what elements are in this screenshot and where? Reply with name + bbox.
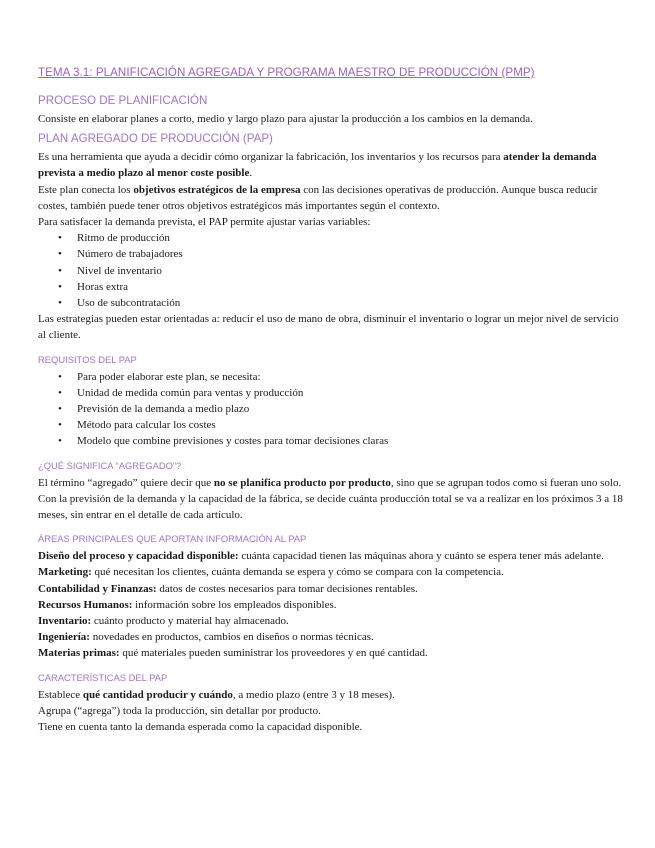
area-item: Recursos Humanos: información sobre los empleados disponibles.: [38, 598, 337, 611]
area-item: Materias primas: qué materiales pueden suministrar los proveedores y en qué cantidad.: [38, 647, 428, 660]
pap-variables-list: [38, 230, 623, 311]
area-item: Contabilidad y Finanzas: datos de costes necesarios para tomar decisiones rentables.: [38, 582, 418, 595]
list-item: • Método para calcular los costes: [38, 417, 623, 433]
list-item: • Horas extra: [38, 279, 623, 295]
section-heading-agregado: ¿QUÉ SIGNIFICA “AGREGADO”?: [38, 459, 182, 471]
section-heading-pap: PLAN AGREGADO DE PRODUCCIÓN (PAP): [38, 132, 273, 146]
caracteristicas-paragraph-1: Establece qué cantidad producir y cuándo, a medio plazo (entre 3 y 18 meses).: [38, 688, 395, 701]
list-item: • Ritmo de producción: [38, 230, 623, 246]
area-item: Diseño del proceso y capacidad disponible: cuánta capacidad tienen las máquinas ahora y cuánto se espera tener más adelante.: [38, 550, 604, 563]
list-item: • Número de trabajadores: [38, 246, 623, 262]
agregado-paragraph-1: El término “agregado” quiere decir que no se planifica producto por producto, sino que se agrupan todos como si fueran uno solo.: [38, 476, 622, 489]
bullet-icon: •: [58, 370, 62, 383]
area-item: Ingeniería: novedades en productos, cambios en diseños o normas técnicas.: [38, 631, 374, 644]
section-heading-areas: ÁREAS PRINCIPALES QUE APORTAN INFORMACIÓN AL PAP: [38, 533, 307, 545]
pap-paragraph-3: Para satisfacer la demanda prevista, el PAP permite ajustar varias variables:: [38, 216, 371, 229]
bullet-icon: •: [58, 297, 62, 310]
document-page: [38, 60, 623, 735]
list-item: • Previsión de la demanda a medio plazo: [38, 401, 623, 417]
bullet-icon: •: [58, 232, 62, 245]
bullet-icon: •: [58, 386, 62, 399]
caracteristicas-paragraph-3: Tiene en cuenta tanto la demanda esperada como la capacidad disponible.: [38, 721, 363, 734]
pap-paragraph-1: Es una herramienta que ayuda a decidir cómo organizar la fabricación, los inventarios y los recursos para atender la demanda prevista a medio plazo al menor coste posible.: [38, 151, 597, 180]
bullet-icon: •: [58, 280, 62, 293]
list-item: • Unidad de medida común para ventas y producción: [38, 385, 623, 401]
pap-paragraph-4: Las estrategias pueden estar orientadas a: reducir el uso de mano de obra, disminuir el inventario o lograr un mejor nivel de servicio al cliente.: [38, 313, 619, 342]
bullet-icon: •: [58, 403, 62, 416]
section-heading-caracteristicas: CARACTERÍSTICAS DEL PAP: [38, 671, 168, 683]
document-title: TEMA 3.1: PLANIFICACIÓN AGREGADA Y PROGRAMA MAESTRO DE PRODUCCIÓN (PMP): [38, 66, 535, 79]
pap-paragraph-2: Este plan conecta los objetivos estratégicos de la empresa con las decisiones operativas de producción. Aunque busca reducir costes, también puede tener otros objetivos estratégicos más importantes según el contexto.: [38, 183, 598, 212]
bullet-icon: •: [58, 435, 62, 448]
section-heading-proceso: PROCESO DE PLANIFICACIÓN: [38, 94, 208, 107]
requisitos-list: [38, 369, 623, 450]
list-item: • Uso de subcontratación: [38, 295, 623, 311]
area-item: Marketing: qué necesitan los clientes, cuánta demanda se espera y cómo se compara con la competencia.: [38, 566, 504, 579]
agregado-paragraph-2: Con la previsión de la demanda y la capacidad de la fábrica, se decide cuánta producción total se va a realizar en los próximos 3 a 18 meses, sin entrar en el detalle de cada artículo.: [38, 492, 623, 522]
caracteristicas-paragraph-2: Agrupa (“agrega”) toda la producción, sin detallar por producto.: [38, 704, 321, 717]
proceso-text: Consiste en elaborar planes a corto, medio y largo plazo para ajustar la producción a los cambios en la demanda.: [38, 113, 533, 125]
list-item: • Modelo que combine previsiones y costes para tomar decisiones claras: [38, 433, 623, 449]
bullet-icon: •: [58, 419, 62, 432]
list-item: • Para poder elaborar este plan, se necesita:: [38, 369, 623, 385]
bullet-icon: •: [58, 248, 62, 261]
area-item: Inventario: cuánto producto y material hay almacenado.: [38, 615, 289, 628]
list-item: • Nivel de inventario: [38, 263, 623, 279]
bullet-icon: •: [58, 264, 62, 277]
section-heading-requisitos: REQUISITOS DEL PAP: [38, 353, 137, 365]
